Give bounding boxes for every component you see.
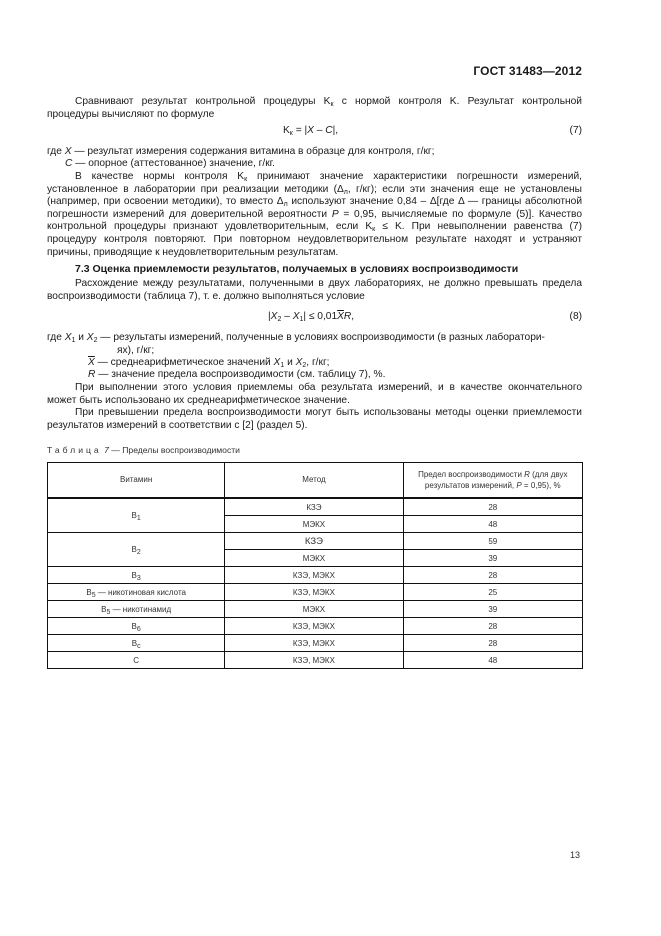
table-row	[48, 567, 583, 584]
formula-8: $|X_2 - X_1| \le 0,01\overline{X}R$,	[268, 311, 355, 323]
table-row	[48, 635, 583, 652]
where-r-definition: R — значение предела воспроизводимости (см. таблицу 7), %.	[88, 369, 386, 380]
vitamin-cell: $B_2$	[48, 533, 225, 567]
reproducibility-limits-table	[47, 462, 583, 669]
table-7-caption	[47, 445, 240, 455]
section-heading-7-3: 7.3 Оценка приемлемости результатов, получаемых в условиях воспроизводимости	[75, 263, 519, 275]
method-cell: КЗЭ	[225, 533, 403, 550]
value-cell: 25	[403, 584, 582, 601]
where-x-definition: где X — результат измерения содержания витамина в образце для контроля, г/кг;	[47, 146, 435, 157]
paragraph-acceptance: При выполнении этого условия приемлемы оба результата измерений, и в качестве окончательного может быть использовано их среднеарифметическое значение.	[47, 382, 582, 406]
table-row	[48, 601, 583, 618]
table-caption-prefix: Таблица	[47, 445, 102, 455]
vitamin-cell: $B_6$	[48, 618, 225, 635]
value-cell: 28	[403, 618, 582, 635]
vitamin-cell: $B_5$ — никотинамид	[48, 601, 225, 618]
equation-number-7: (7)	[569, 125, 582, 136]
paragraph-reproducibility: Расхождение между результатами, полученными в двух лабораториях, не должно превышать предела воспроизводимости (таблица 7), т. е. должно выполняться условие	[47, 278, 582, 302]
value-cell: 28	[403, 635, 582, 652]
value-cell: 39	[403, 550, 582, 567]
table-row	[48, 584, 583, 601]
paragraph-control-procedure: Сравнивают результат контрольной процедуры $K_к$ с нормой контроля K. Результат контрольной процедуры вычисляют по формуле	[47, 96, 582, 120]
method-cell: МЭКХ	[225, 601, 403, 618]
method-cell: КЗЭ	[225, 498, 403, 516]
value-cell: 28	[403, 498, 582, 516]
header-method: Метод	[225, 463, 403, 499]
vitamin-cell: $B_3$	[48, 567, 225, 584]
table-row	[48, 533, 583, 550]
vitamin-cell: $B_c$	[48, 635, 225, 652]
method-cell: МЭКХ	[225, 550, 403, 567]
table-header-row	[48, 463, 583, 499]
method-cell: КЗЭ, МЭКХ	[225, 584, 403, 601]
paragraph-control-norm: В качестве нормы контроля $K_к$ принимают значение характеристики погрешности измерений, установленное в лаборатории при реализации методики ($\Delta_л$, г/кг); если эти значения еще не установлены (например, при освоении методики), то вместо $\Delta_л$ используют значение 0,84 – Δ[где Δ — границы абсолютной погрешности измерений для доверительной вероятности P = 0,95, вычисляемые по формуле (5)]. Качество контрольной процедуры признают удовлетворительным, если $K_к \le K$. При невыполнении равенства (7) процедуру контроля повторяют. При повторном неудовлетворительном результате находят и устраняют причины, приводящие к неудовлетворительным результатам.	[47, 171, 583, 258]
value-cell: 39	[403, 601, 582, 618]
paragraph-exceeding-limit: При превышении предела воспроизводимости могут быть использованы методы оценки приемлемости результатов измерений в соответствии с [2] (раздел 5).	[47, 407, 582, 431]
table-caption-number: 7	[104, 445, 109, 455]
equation-number-8: (8)	[569, 311, 582, 322]
method-cell: КЗЭ, МЭКХ	[225, 567, 403, 584]
page-number: 13	[570, 850, 581, 860]
value-cell: 59	[403, 533, 582, 550]
vitamin-cell: $B_5$ — никотиновая кислота	[48, 584, 225, 601]
value-cell: 48	[403, 516, 582, 533]
where-c-definition: C — опорное (аттестованное) значение, г/кг.	[65, 158, 275, 169]
standard-code-header: ГОСТ 31483—2012	[473, 64, 582, 78]
value-cell: 28	[403, 567, 582, 584]
table-row	[48, 652, 583, 669]
method-cell: КЗЭ, МЭКХ	[225, 618, 403, 635]
method-cell: КЗЭ, МЭКХ	[225, 652, 403, 669]
where-xbar-definition: $\overline{X}$ — среднеарифметическое значений $X_1$ и $X_2$, г/кг;	[88, 357, 330, 369]
table-row	[48, 618, 583, 635]
vitamin-cell: $B_1$	[48, 498, 225, 533]
where-x1-x2-definition: где $X_1$ и $X_2$ — результаты измерений, полученные в условиях воспроизводимости (в разных лаборатори- ях), г/кг;	[47, 332, 545, 356]
table-caption-title: — Пределы воспроизводимости	[111, 445, 240, 455]
method-cell: КЗЭ, МЭКХ	[225, 635, 403, 652]
vitamin-cell: C	[48, 652, 225, 669]
table-row	[48, 498, 583, 516]
method-cell: МЭКХ	[225, 516, 403, 533]
formula-7: $K_к = |X - C|$,	[283, 125, 339, 137]
value-cell: 48	[403, 652, 582, 669]
header-vitamin: Витамин	[48, 463, 225, 499]
header-reproducibility-limit: Предел воспроизводимости R (для двух результатов измерений, P = 0,95), %	[403, 463, 582, 499]
